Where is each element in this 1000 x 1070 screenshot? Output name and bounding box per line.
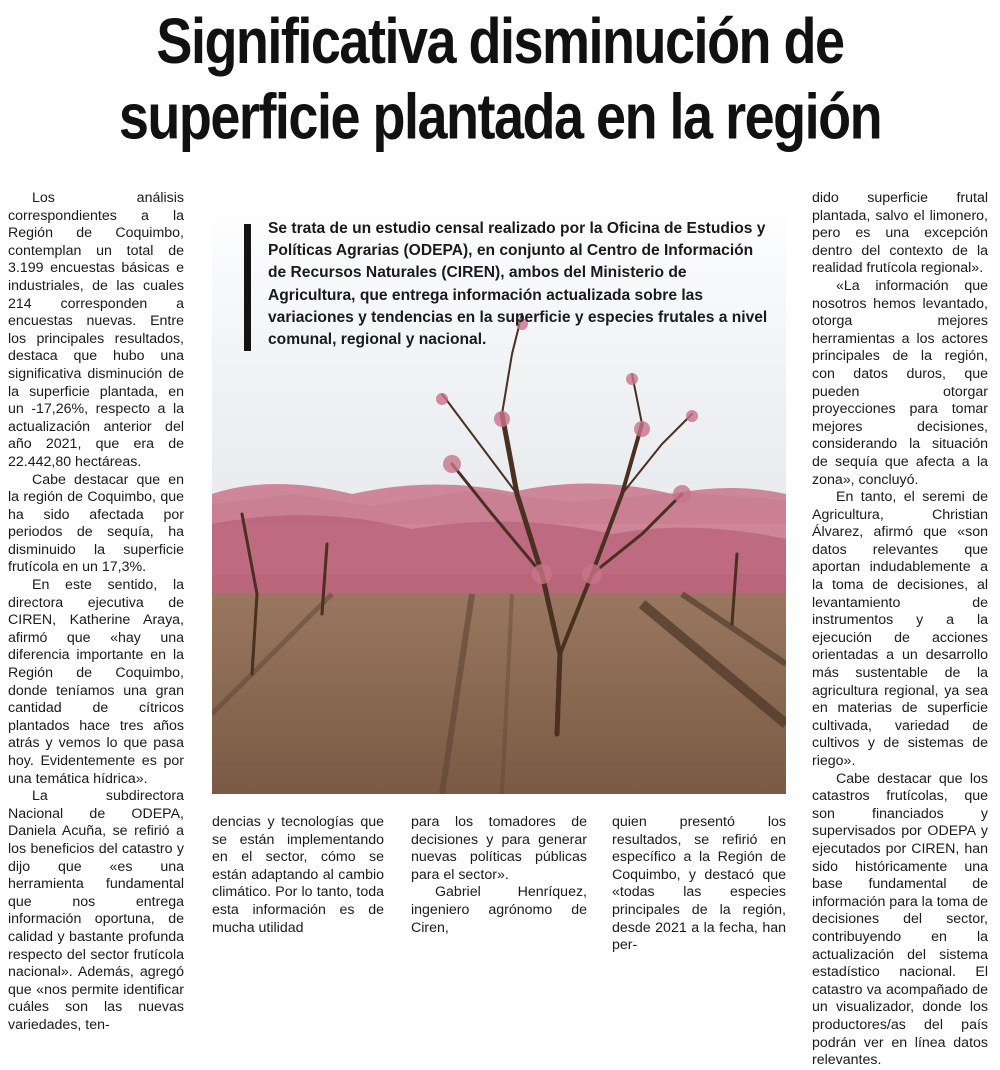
lead-accent-bar [244, 224, 251, 351]
paragraph: En tanto, el seremi de Agricultura, Christian Álvarez, afirmó que «son datos relevantes que aportan indudablemente a la toma de decisiones, al levantamiento de instrumentos y a la ejecución de acciones orientadas a un desarrollo más sustentable de la agricultura regional, ya sea en materias de superficie cultivada, variedad de cultivos y de sistemas de riego». [812, 489, 988, 769]
paragraph: Los análisis correspondientes a la Región de Coquimbo, contemplan un total de 3.199 encuestas básicas e industriales, de las cuales 214 corresponden a encuestas nuevas. Entre los principales resultados, destaca que hubo una significativa disminución de la superficie plantada, en un -17,26%, respecto a la actualización anterior del año 2021, que era de 22.442,80 hectáreas. [8, 190, 184, 470]
paragraph: Cabe destacar que los catastros frutícolas, que son financiados y supervisados por ODEPA y ejecutados por CIREN, han sido históricamente una base fundamental de información para la toma de decisiones del sector, contribuyendo en la actualización del sistema estadístico nacional. El catastro va acompañado de un visualizador, donde los productores/as del país podrán ver en línea datos relevantes. [812, 770, 988, 1069]
article-column-1 [8, 190, 184, 1035]
paragraph: dencias y tecnologías que se están implementando en el sector, cómo se están adaptando al cambio climático. Por lo tanto, toda esta información es de mucha utilidad [212, 814, 384, 936]
article-column-3 [411, 814, 587, 937]
article-column-5 [812, 190, 988, 1070]
lead-paragraph: Se trata de un estudio censal realizado por la Oficina de Estudios y Políticas Agrarias (ODEPA), en conjunto al Centro de Información de Recursos Naturales (CIREN), ambos del Ministerio de Agricultura, que entrega información actualizada sobre las variaciones y tendencias en la superficie y especies frutales a nivel comunal, regional y nacional. [268, 220, 768, 349]
paragraph: Cabe destacar que en la región de Coquimbo, que ha sido afectada por periodos de sequía, ha disminuido la superficie frutícola en un 17,3%. [8, 471, 184, 576]
headline-line-1: Significativa disminución de [156, 6, 844, 78]
paragraph: dido superficie frutal plantada, salvo el limonero, pero es una excepción dentro del contexto de la realidad frutícola regional». [812, 190, 988, 277]
paragraph: Gabriel Henríquez, ingeniero agrónomo de Ciren, [411, 884, 587, 936]
paragraph: «La información que nosotros hemos levantado, otorga mejores herramientas a los actores principales de la región, con datos duros, que pueden otorgar proyecciones para tomar mejores decisiones, considerando la situación de sequía que afecta a la zona», concluyó. [812, 277, 988, 488]
paragraph: para los tomadores de decisiones y para generar nuevas políticas públicas para el sector». [411, 814, 587, 883]
headline [0, 4, 1000, 155]
headline-line-2: superficie plantada en la región [118, 81, 882, 153]
paragraph: La subdirectora Nacional de ODEPA, Daniela Acuña, se refirió a los beneficios del catastro y dijo que «es una herramienta fundamental que nos entrega información oportuna, de calidad y bastante profunda respecto del sector frutícola nacional». Además, agregó que «nos permite identificar cuáles son las nuevas variedades, ten- [8, 788, 184, 1033]
paragraph: quien presentó los resultados, se refirió en específico a la Región de Coquimbo, y destacó que «todas las especies principales de la región, desde 2021 a la fecha, han per- [612, 814, 786, 954]
article-column-2 [212, 814, 384, 937]
article-column-4 [612, 814, 786, 955]
paragraph: En este sentido, la directora ejecutiva de CIREN, Katherine Araya, afirmó que «hay una diferencia importante en la Región de Coquimbo, donde teníamos una gran cantidad de cítricos plantados hace tres años atrás y vemos lo que pasa hoy. Evidentemente es por una temática hídrica». [8, 577, 184, 787]
